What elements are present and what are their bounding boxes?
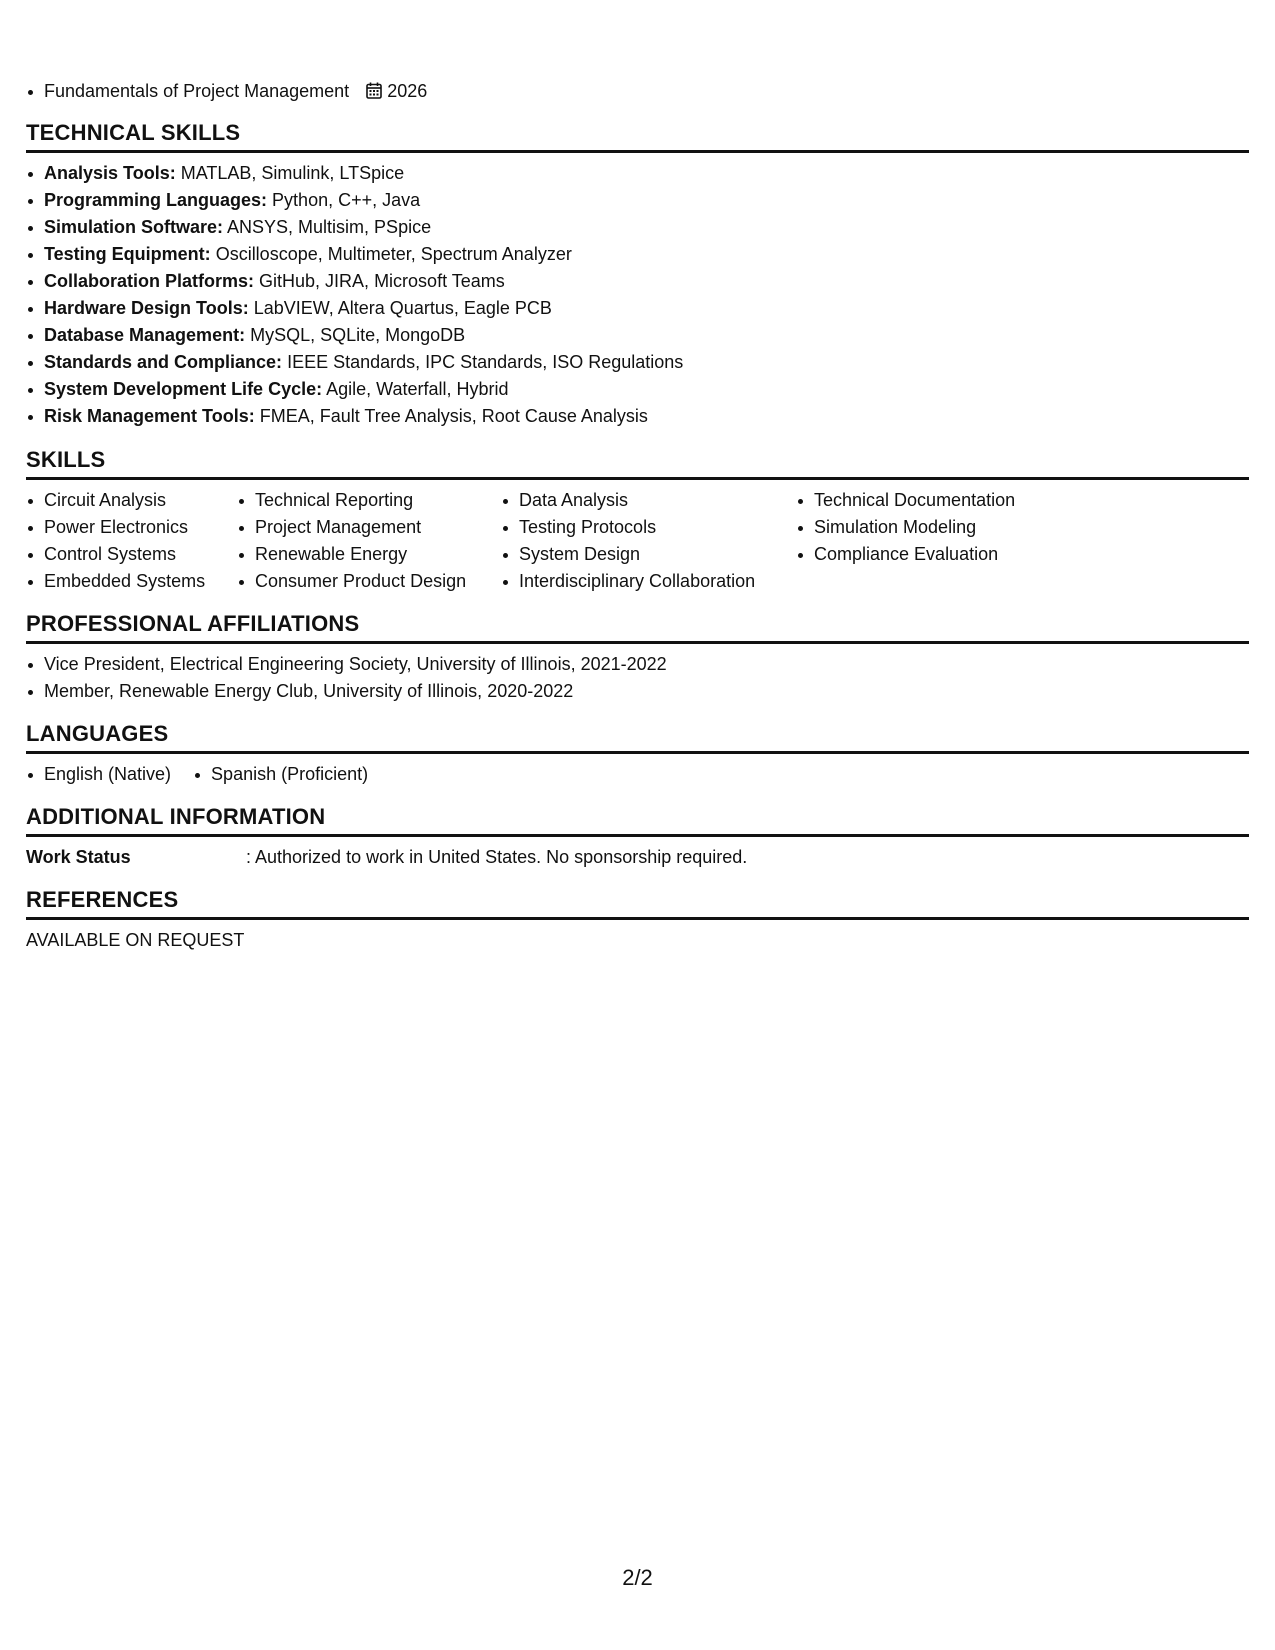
technical-skill-item [26, 376, 1249, 403]
language-item: Spanish (Proficient) [193, 761, 368, 788]
skill-item: Data Analysis [501, 487, 774, 514]
skill-item: Project Management [237, 514, 479, 541]
certification-item [26, 78, 427, 107]
skill-category-label: Risk Management Tools: [44, 406, 255, 426]
skill-category-value: MySQL, SQLite, MongoDB [250, 325, 466, 345]
skill-category-value: FMEA, Fault Tree Analysis, Root Cause Analysis [259, 406, 648, 426]
technical-skills-section [26, 120, 1249, 430]
skill-category-value: Python, C++, Java [272, 190, 421, 210]
skill-category-label: Analysis Tools: [44, 163, 176, 183]
technical-skill-item [26, 160, 1249, 187]
page-number: 2/2 [622, 1565, 653, 1590]
skill-item: Control Systems [26, 541, 215, 568]
skill-category-value: MATLAB, Simulink, LTSpice [180, 163, 405, 183]
skill-category-label: Testing Equipment: [44, 244, 211, 264]
skill-category-value: ANSYS, Multisim, PSpice [227, 217, 432, 237]
skill-item: Compliance Evaluation [796, 541, 1056, 568]
skills-column [501, 487, 774, 595]
skill-item: Technical Reporting [237, 487, 479, 514]
skill-item: Simulation Modeling [796, 514, 1056, 541]
certification-year: 2026 [387, 81, 428, 101]
language-item: English (Native) [26, 761, 171, 788]
skill-category-label: Programming Languages: [44, 190, 268, 210]
calendar-icon [366, 80, 382, 107]
skill-category-label: Collaboration Platforms: [44, 271, 255, 291]
certification-list [26, 78, 427, 107]
section-title-technical-skills: TECHNICAL SKILLS [26, 120, 1249, 153]
skill-category-value: LabVIEW, Altera Quartus, Eagle PCB [253, 298, 552, 318]
technical-skill-item [26, 322, 1249, 349]
skill-category-label: Hardware Design Tools: [44, 298, 249, 318]
technical-skills-list [26, 160, 1249, 430]
affiliation-item: Vice President, Electrical Engineering Society, University of Illinois, 2021-2022 [26, 651, 1249, 678]
skill-category-label: Simulation Software: [44, 217, 224, 237]
skills-grid [26, 480, 1249, 595]
skills-column [796, 487, 1056, 595]
technical-skill-item [26, 268, 1249, 295]
technical-skill-item [26, 214, 1249, 241]
skill-item: Embedded Systems [26, 568, 215, 595]
affiliations-section [26, 611, 1249, 705]
skill-item: Interdisciplinary Collaboration [501, 568, 774, 595]
work-status-value: : Authorized to work in United States. No sponsorship required. [246, 847, 748, 867]
technical-skill-item [26, 241, 1249, 268]
technical-skill-item [26, 187, 1249, 214]
affiliation-item: Member, Renewable Energy Club, University of Illinois, 2020-2022 [26, 678, 1249, 705]
section-title-references: REFERENCES [26, 887, 1249, 920]
skill-category-label: Database Management: [44, 325, 246, 345]
skill-item: Circuit Analysis [26, 487, 215, 514]
skill-item: Renewable Energy [237, 541, 479, 568]
skill-item: Technical Documentation [796, 487, 1056, 514]
skills-column [237, 487, 479, 595]
skill-category-value: Oscilloscope, Multimeter, Spectrum Analyzer [215, 244, 572, 264]
section-title-languages: LANGUAGES [26, 721, 1249, 754]
skill-category-label: System Development Life Cycle: [44, 379, 323, 399]
skills-section [26, 447, 1249, 595]
section-title-additional-info: ADDITIONAL INFORMATION [26, 804, 1249, 837]
technical-skill-item [26, 349, 1249, 376]
skill-item: Consumer Product Design [237, 568, 479, 595]
skill-category-value: IEEE Standards, IPC Standards, ISO Regulations [287, 352, 684, 372]
affiliations-list [26, 651, 1249, 705]
skill-category-value: Agile, Waterfall, Hybrid [326, 379, 509, 399]
skill-item: Testing Protocols [501, 514, 774, 541]
references-text: AVAILABLE ON REQUEST [26, 930, 245, 950]
technical-skill-item [26, 403, 1249, 430]
technical-skill-item [26, 295, 1249, 322]
additional-info-section [26, 804, 1249, 871]
work-status-row [26, 844, 1249, 871]
skill-item: System Design [501, 541, 774, 568]
languages-list [26, 761, 1249, 788]
section-title-skills: SKILLS [26, 447, 1249, 480]
references-section [26, 887, 1249, 954]
resume-page [26, 0, 1249, 1650]
skill-item: Power Electronics [26, 514, 215, 541]
languages-section [26, 721, 1249, 788]
skill-category-label: Standards and Compliance: [44, 352, 283, 372]
skills-column [26, 487, 215, 595]
certification-name: Fundamentals of Project Management [44, 81, 350, 101]
work-status-label: Work Status [26, 847, 131, 867]
section-title-affiliations: PROFESSIONAL AFFILIATIONS [26, 611, 1249, 644]
skill-category-value: GitHub, JIRA, Microsoft Teams [259, 271, 505, 291]
